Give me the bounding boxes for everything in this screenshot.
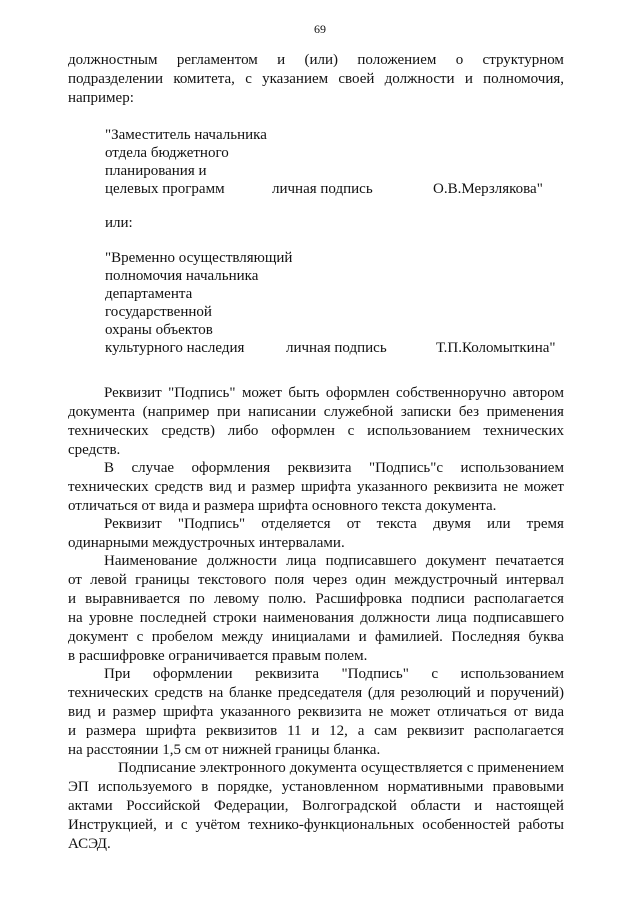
word: указанного [357, 479, 428, 495]
word: реквизитов [205, 723, 278, 739]
word: осуществляется [360, 760, 463, 776]
word: о [455, 52, 464, 68]
word: левой [90, 572, 127, 588]
paragraph-line [68, 460, 564, 477]
word: реквизит [406, 723, 465, 739]
word: границы [135, 572, 190, 588]
word: и [476, 685, 485, 701]
word: Расшифровка [315, 591, 403, 607]
word: строки [212, 610, 257, 626]
word: реквизита [287, 460, 352, 476]
example2-name: Т.П.Коломыткина" [436, 340, 556, 356]
word: располагается [473, 591, 564, 607]
word: оформлен [325, 385, 390, 401]
intro-line-3: например: [68, 90, 134, 106]
word: реквизита [255, 666, 319, 682]
word: сам [374, 723, 398, 739]
paragraph-line [68, 516, 564, 533]
word: междустрочный [394, 572, 498, 588]
word: использованием [460, 460, 564, 476]
word: должности [360, 610, 431, 626]
word: без [458, 404, 480, 420]
word: поля [274, 572, 305, 588]
word: реквизита [433, 479, 498, 495]
word: технических [483, 423, 564, 439]
example1-line: планирования и [105, 163, 207, 179]
paragraph-line [68, 685, 564, 702]
word: через [312, 572, 347, 588]
word: шрифта [163, 704, 214, 720]
example2-position-last-line: культурного наследия [105, 340, 245, 356]
word: располагается [473, 723, 564, 739]
word: указанием [262, 71, 329, 87]
or-text: или: [105, 215, 133, 231]
word: установленном [281, 779, 379, 795]
word: документ [425, 553, 487, 569]
example2-line: департамента [105, 286, 193, 302]
word: применения [486, 404, 564, 420]
paragraph-line [68, 760, 564, 777]
word: Российской [126, 798, 201, 814]
word: отделяется [261, 516, 331, 532]
word: (для [367, 685, 395, 701]
word: должности [206, 553, 277, 569]
word: полномочия, [483, 71, 564, 87]
word: В [104, 460, 115, 476]
word: последней [139, 610, 207, 626]
word: "Подпись" [168, 385, 236, 401]
word: и [277, 52, 286, 68]
word: положением [357, 52, 437, 68]
example1-name: О.В.Мерзлякова" [433, 181, 543, 197]
word: с [431, 666, 439, 682]
word: а [357, 723, 365, 739]
word: Наименование [104, 553, 198, 569]
word: 12, [329, 723, 348, 739]
word: Реквизит [104, 516, 162, 532]
word: лица [286, 553, 317, 569]
word: от [513, 704, 528, 720]
word: своей [338, 71, 375, 87]
word: шрифта [145, 723, 197, 739]
word: правовыми [492, 779, 564, 795]
word: должностным [68, 52, 158, 68]
word: электронного [199, 760, 286, 776]
word: Федерации, [213, 798, 289, 814]
word: размер [251, 479, 296, 495]
word: размера [85, 723, 137, 739]
example2-line: государственной [105, 304, 212, 320]
word: подписавшего [473, 610, 564, 626]
word: может [241, 385, 282, 401]
paragraph-line [68, 704, 564, 721]
intro-line-2 [68, 71, 564, 88]
paragraph-line [68, 572, 564, 589]
word: текстового [197, 572, 267, 588]
word: написании [248, 404, 317, 420]
word: уровне [89, 610, 134, 626]
word: технических [68, 423, 149, 439]
word: должности [384, 71, 455, 87]
word: тремя [526, 516, 564, 532]
paragraph-line [68, 723, 564, 740]
word: на [208, 685, 224, 701]
word: не [368, 704, 384, 720]
word: отличаться [437, 704, 507, 720]
paragraph-line [68, 479, 564, 496]
paragraph-line: одинарными междустрочных интервалами. [68, 535, 345, 551]
paragraph-line [68, 779, 564, 796]
paragraph-line [68, 610, 564, 627]
word: текста [376, 516, 417, 532]
paragraph-line [68, 817, 564, 834]
word: собственноручно [396, 385, 507, 401]
word: левому [213, 591, 260, 607]
word: не [503, 479, 519, 495]
paragraph-line: на расстоянии 1,5 см от нижней границы бланка. [68, 742, 381, 758]
word: и [68, 591, 77, 607]
word: (например [142, 404, 210, 420]
word: вид [208, 479, 232, 495]
word: может [523, 479, 564, 495]
word: при [216, 404, 241, 420]
word: регламентом [176, 52, 258, 68]
word: работы [518, 817, 564, 833]
word: и [464, 71, 473, 87]
word: от [68, 572, 82, 588]
word: председателя [277, 685, 363, 701]
word: подписи [411, 591, 465, 607]
word: полю. [268, 591, 307, 607]
word: между [221, 629, 264, 645]
word: 11 [287, 723, 302, 739]
word: оформлении [152, 666, 233, 682]
word: лица [436, 610, 467, 626]
word: бланке [229, 685, 273, 701]
word: структурном [482, 52, 564, 68]
paragraph-line [68, 798, 564, 815]
word: может [390, 704, 431, 720]
word: с [245, 71, 252, 87]
word: используемого [97, 779, 193, 795]
paragraph-line: в расшифровке ограничивается правым полем. [68, 648, 368, 664]
word: быть [288, 385, 320, 401]
paragraph-line [68, 423, 564, 440]
word: нормативными [387, 779, 484, 795]
word: и [358, 629, 367, 645]
word: подразделении [68, 71, 164, 87]
word: Реквизит [104, 385, 162, 401]
word: либо [227, 423, 259, 439]
word: и [164, 817, 173, 833]
word: технических [68, 479, 149, 495]
word: и [474, 798, 483, 814]
word: "Подпись"с [369, 460, 444, 476]
word: двумя [432, 516, 471, 532]
paragraph-line: средств. [68, 442, 121, 458]
word: Инструкцией, [68, 817, 157, 833]
word: "Подпись" [341, 666, 409, 682]
word: автором [512, 385, 564, 401]
example1-position-last-line: целевых программ [105, 181, 225, 197]
word: шрифта [300, 479, 352, 495]
word: на [68, 610, 83, 626]
word: настоящей [495, 798, 564, 814]
intro-line-1 [68, 52, 564, 69]
word: "Подпись" [177, 516, 246, 532]
word: вид [68, 704, 91, 720]
word: средств [154, 479, 204, 495]
word: и [311, 723, 320, 739]
paragraph-line [68, 666, 564, 683]
word: служебной [323, 404, 394, 420]
word: буква [528, 629, 564, 645]
paragraph-line [68, 553, 564, 570]
example1-signature: личная подпись [272, 181, 373, 197]
word: или [486, 516, 511, 532]
word: технических [68, 685, 149, 701]
word: особенностей [422, 817, 511, 833]
word: от [346, 516, 361, 532]
word: в [201, 779, 209, 795]
example2-line: "Временно осуществляющий [105, 250, 293, 266]
word: использованием [367, 423, 471, 439]
word: документа [289, 760, 357, 776]
page-number: 69 [314, 22, 326, 36]
example2-line: полномочия начальника [105, 268, 259, 284]
paragraph-line [68, 629, 564, 646]
word: записки [400, 404, 452, 420]
word: При [104, 666, 131, 682]
paragraph-line: АСЭД. [68, 836, 111, 852]
word: документа [68, 404, 136, 420]
word: подписавшего [325, 553, 417, 569]
word: печатается [495, 553, 564, 569]
example2-signature: личная подпись [286, 340, 387, 356]
word: с [466, 760, 474, 776]
word: вида [534, 704, 564, 720]
word: пробелом [151, 629, 214, 645]
word: Волгоградской [302, 798, 397, 814]
example1-line: отдела бюджетного [105, 145, 229, 161]
word: учётом [195, 817, 241, 833]
word: документ [68, 629, 129, 645]
word: один [355, 572, 387, 588]
word: наименования [262, 610, 354, 626]
word: (или) [304, 52, 339, 68]
word: области [410, 798, 461, 814]
paragraph-line [68, 385, 564, 402]
word: применением [477, 760, 564, 776]
example1-line: "Заместитель начальника [105, 127, 267, 143]
word: Подписание [118, 760, 196, 776]
paragraph-line [68, 591, 564, 608]
word: фамилией. [375, 629, 443, 645]
word: выравнивается [85, 591, 181, 607]
word: средств) [161, 423, 215, 439]
word: и [237, 479, 246, 495]
word: поручений) [490, 685, 564, 701]
word: с [180, 817, 188, 833]
word: инициалами [271, 629, 351, 645]
word: резолюций [400, 685, 471, 701]
word: Последняя [451, 629, 521, 645]
word: с [136, 629, 144, 645]
word: размер [112, 704, 157, 720]
word: с [347, 423, 355, 439]
word: оформлен [271, 423, 335, 439]
word: порядке, [217, 779, 273, 795]
word: интервал [505, 572, 564, 588]
word: и [97, 704, 106, 720]
word: указанного [220, 704, 291, 720]
word: оформления [191, 460, 271, 476]
word: и [68, 723, 77, 739]
word: использованием [460, 666, 564, 682]
example2-line: охраны объектов [105, 322, 213, 338]
paragraph-line [68, 404, 564, 421]
word: реквизита [297, 704, 362, 720]
word: случае [131, 460, 175, 476]
word: по [189, 591, 205, 607]
word: ЭП [68, 779, 89, 795]
paragraph-line: отличаться от вида и размера шрифта основного текста документа. [68, 498, 497, 514]
word: актами [68, 798, 113, 814]
word: комитета, [173, 71, 235, 87]
word: технико-функциональных [248, 817, 415, 833]
word: средств [154, 685, 203, 701]
